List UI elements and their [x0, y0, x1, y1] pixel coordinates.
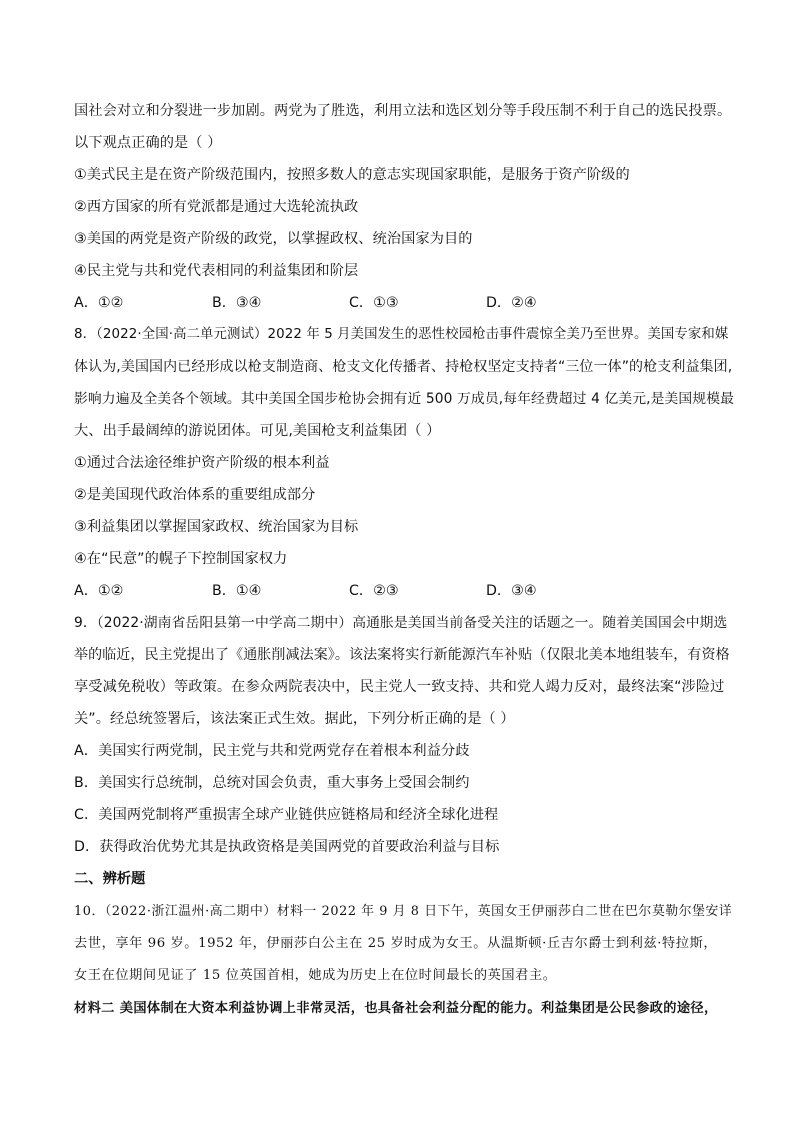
q10-material1-line-2: 去世，享年 96 岁。1952 年，伊丽莎白公主在 25 岁时成为女王。从温斯顿·丘吉尔爵士到利兹·特拉斯，: [74, 936, 718, 951]
q9-option-d[interactable]: D．获得政治优势尤其是执政资格是美国两党的首要政治利益与目标: [74, 839, 500, 855]
q8-statement-3: ③利益集团以掌握国家政权、统治国家为目标: [74, 519, 359, 535]
q7-stem-line-1: 国社会对立和分裂进一步加剧。两党为了胜选，利用立法和选区划分等手段压制不利于自己的选民投票。: [74, 103, 732, 119]
q8-statement-1: ①通过合法途径维护资产阶级的根本利益: [74, 455, 330, 471]
q9-option-b[interactable]: B．美国实行总统制，总统对国会负责，重大事务上受国会制约: [74, 775, 470, 791]
q8-option-c[interactable]: C．②③: [349, 583, 399, 599]
q10-material2-label: 材料二: [74, 1001, 115, 1016]
q8-option-a[interactable]: A．①②: [74, 583, 124, 599]
section-heading: 二、辨析题: [74, 871, 146, 887]
q8-statement-2: ②是美国现代政治体系的重要组成部分: [74, 487, 316, 503]
q10-material1-line-1: 10．（2022·浙江温州·高二期中）材料一 2022 年 9 月 8 日下午，英国女王伊丽莎白二世在巴尔莫勒尔堡安详: [74, 904, 733, 919]
q9-stem-line-4: 关”。经总统签署后，该法案正式生效。据此，下列分析正确的是（ ）: [74, 711, 515, 727]
q7-statement-2: ②西方国家的所有党派都是通过大选轮流执政: [74, 199, 359, 215]
q8-option-d[interactable]: D．③④: [486, 583, 537, 599]
q7-statement-1: ①美式民主是在资产阶级范围内，按照多数人的意志实现国家职能，是服务于资产阶级的: [74, 167, 630, 183]
q9-stem-line-2: 举的临近，民主党提出了《通胀削减法案》。该法案将实行新能源汽车补贴（仅限北美本地组装车，有资格: [74, 647, 730, 663]
q7-statement-4: ④民主党与共和党代表相同的利益集团和阶层: [74, 263, 359, 279]
q9-option-c[interactable]: C．美国两党制将严重损害全球产业链供应链格局和经济全球化进程: [74, 807, 499, 823]
q7-option-a[interactable]: A．①②: [74, 295, 124, 311]
q8-stem-line-4: 大、出手最阔绰的游说团体。可见,美国枪支利益集团（ ）: [74, 423, 441, 439]
q8-option-b[interactable]: B．①④: [212, 583, 262, 599]
q8-statement-4: ④在“民意”的幌子下控制国家权力: [74, 551, 288, 567]
q9-stem-line-1: 9．（2022·湖南省岳阳县第一中学高二期中）高通胀是美国当前备受关注的话题之一。随着美国国会中期选: [74, 615, 728, 631]
q7-option-c[interactable]: C．①③: [349, 295, 399, 311]
q8-stem-line-1: 8．（2022·全国·高二单元测试）2022 年 5 月美国发生的恶性校园枪击事件震惊全美乃至世界。美国专家和媒: [74, 327, 729, 342]
q7-option-d[interactable]: D．②④: [486, 295, 537, 311]
q9-stem-line-3: 享受减免税收）等政策。在参众两院表决中，民主党人一致支持、共和党人竭力反对，最终法案“涉险过: [74, 679, 725, 695]
q7-statement-3: ③美国的两党是资产阶级的政党，以掌握政权、统治国家为目的: [74, 231, 473, 247]
q7-stem-line-2: 以下观点正确的是（ ）: [74, 135, 222, 151]
q9-option-a[interactable]: A．美国实行两党制，民主党与共和党两党存在着根本利益分歧: [74, 743, 470, 759]
q10-material2-line-1: [74, 998, 730, 1019]
q8-stem-line-2: 体认为,美国国内已经形成以枪支制造商、枪支文化传播者、持枪权坚定支持者“三位一体”的枪支利益集团,: [74, 359, 733, 375]
q10-material1-line-3: 女王在位期间见证了 15 位英国首相，她成为历史上在位时间最长的英国君主。: [74, 968, 557, 983]
q7-option-b[interactable]: B．③④: [212, 295, 262, 311]
q8-stem-line-3: 影响力遍及全美各个领域。其中美国全国步枪协会拥有近 500 万成员,每年经费超过 4 亿美元,是美国规模最: [74, 391, 734, 407]
q10-material2-text: 美国体制在大资本利益协调上非常灵活，也具备社会利益分配的能力。利益集团是公民参政的途径，: [114, 1001, 718, 1016]
